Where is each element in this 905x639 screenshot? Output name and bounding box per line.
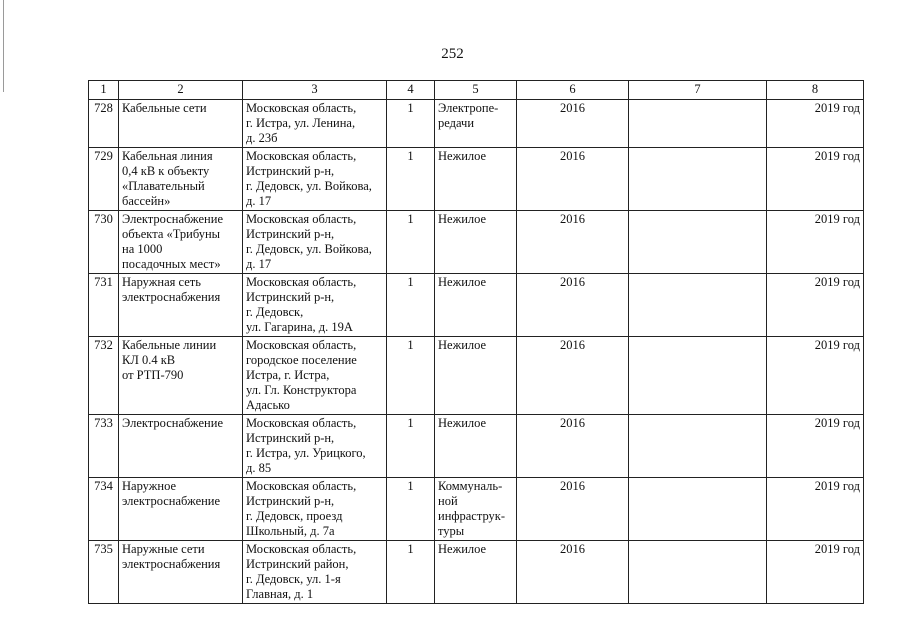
object-name: Кабельные линии КЛ 0.4 кВ от РТП-790 [119, 337, 243, 415]
object-address: Московская область, Истринский р-н, г. Истра, ул. Урицкого, д. 85 [243, 415, 387, 478]
page-number: 252 [441, 46, 464, 62]
table-row [89, 100, 864, 148]
header-col-2: 2 [119, 81, 243, 100]
object-quantity: 1 [387, 100, 435, 148]
object-col7 [629, 148, 767, 211]
object-col7 [629, 541, 767, 604]
object-name: Электроснабжение [119, 415, 243, 478]
object-name: Кабельная линия 0,4 кВ к объекту «Плавательный бассейн» [119, 148, 243, 211]
header-col-5: 5 [435, 81, 517, 100]
object-address: Московская область, городское поселение Истра, г. Истра, ул. Гл. Конструктора Адасько [243, 337, 387, 415]
object-name: Электроснабжение объекта «Трибуны на 1000 посадочных мест» [119, 211, 243, 274]
table-row [89, 541, 864, 604]
object-quantity: 1 [387, 415, 435, 478]
object-quantity: 1 [387, 478, 435, 541]
object-name: Наружные сети электроснабжения [119, 541, 243, 604]
table-row [89, 148, 864, 211]
object-address: Московская область, г. Истра, ул. Ленина, д. 23б [243, 100, 387, 148]
row-number: 728 [89, 100, 119, 148]
object-purpose: Нежилое [435, 415, 517, 478]
object-quantity: 1 [387, 148, 435, 211]
row-number: 733 [89, 415, 119, 478]
header-col-8: 8 [767, 81, 864, 100]
object-date: 2019 год [767, 478, 864, 541]
object-year: 2016 [517, 274, 629, 337]
table-row [89, 274, 864, 337]
object-col7 [629, 100, 767, 148]
header-col-7: 7 [629, 81, 767, 100]
object-quantity: 1 [387, 211, 435, 274]
object-address: Московская область, Истринский р-н, г. Дедовск, ул. Войкова, д. 17 [243, 148, 387, 211]
object-col7 [629, 211, 767, 274]
object-address: Московская область, Истринский район, г. Дедовск, ул. 1-я Главная, д. 1 [243, 541, 387, 604]
object-quantity: 1 [387, 274, 435, 337]
object-purpose: Нежилое [435, 211, 517, 274]
object-year: 2016 [517, 415, 629, 478]
object-name: Кабельные сети [119, 100, 243, 148]
header-col-6: 6 [517, 81, 629, 100]
object-name: Наружная сеть электроснабжения [119, 274, 243, 337]
object-date: 2019 год [767, 415, 864, 478]
object-date: 2019 год [767, 211, 864, 274]
object-date: 2019 год [767, 148, 864, 211]
object-date: 2019 год [767, 541, 864, 604]
row-number: 732 [89, 337, 119, 415]
header-col-3: 3 [243, 81, 387, 100]
row-number: 730 [89, 211, 119, 274]
object-address: Московская область, Истринский р-н, г. Дедовск, ул. Войкова, д. 17 [243, 211, 387, 274]
header-col-4: 4 [387, 81, 435, 100]
header-col-1: 1 [89, 81, 119, 100]
table-row [89, 337, 864, 415]
row-number: 729 [89, 148, 119, 211]
object-purpose: Электропе- редачи [435, 100, 517, 148]
object-purpose: Нежилое [435, 337, 517, 415]
row-number: 734 [89, 478, 119, 541]
object-quantity: 1 [387, 337, 435, 415]
object-date: 2019 год [767, 100, 864, 148]
object-address: Московская область, Истринский р-н, г. Дедовск, ул. Гагарина, д. 19А [243, 274, 387, 337]
object-year: 2016 [517, 337, 629, 415]
header-row [89, 81, 864, 100]
object-year: 2016 [517, 478, 629, 541]
row-number: 731 [89, 274, 119, 337]
object-purpose: Нежилое [435, 274, 517, 337]
table-row [89, 415, 864, 478]
object-address: Московская область, Истринский р-н, г. Дедовск, проезд Школьный, д. 7а [243, 478, 387, 541]
object-year: 2016 [517, 100, 629, 148]
object-purpose: Коммуналь- ной инфраструк- туры [435, 478, 517, 541]
object-year: 2016 [517, 211, 629, 274]
object-year: 2016 [517, 148, 629, 211]
object-date: 2019 год [767, 337, 864, 415]
object-date: 2019 год [767, 274, 864, 337]
object-name: Наружное электроснабжение [119, 478, 243, 541]
table-row [89, 478, 864, 541]
object-col7 [629, 415, 767, 478]
object-col7 [629, 274, 767, 337]
object-purpose: Нежилое [435, 148, 517, 211]
row-number: 735 [89, 541, 119, 604]
table-row [89, 211, 864, 274]
object-quantity: 1 [387, 541, 435, 604]
object-purpose: Нежилое [435, 541, 517, 604]
object-col7 [629, 337, 767, 415]
object-year: 2016 [517, 541, 629, 604]
object-col7 [629, 478, 767, 541]
property-registry-table [88, 80, 864, 604]
